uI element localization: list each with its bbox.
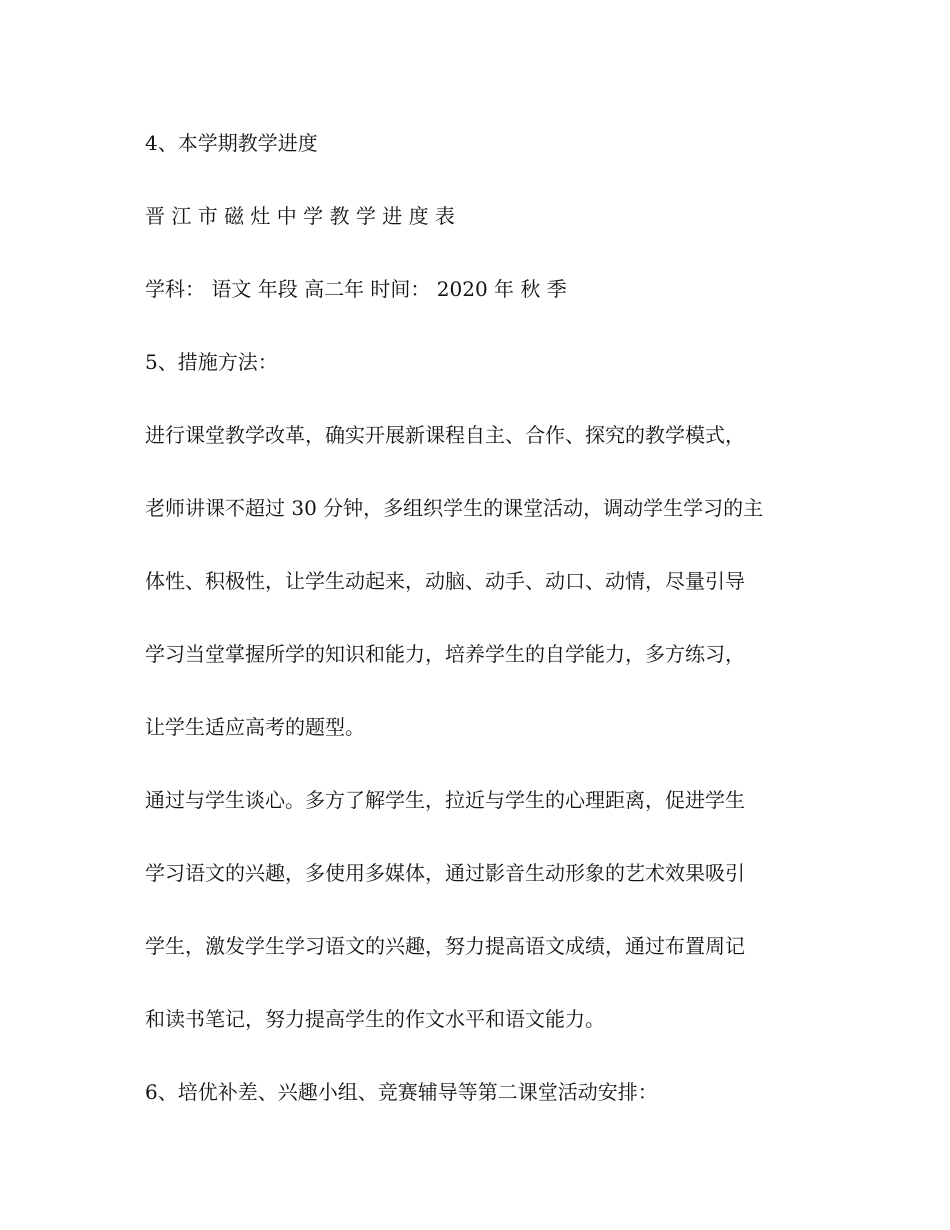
- paragraph-line: 学生，激发学生学习语文的兴趣，努力提高语文成绩，通过布置周记: [145, 934, 745, 958]
- paragraph-line: 学习语文的兴趣，多使用多媒体，通过影音生动形象的艺术效果吸引: [145, 861, 745, 885]
- paragraph-line: 进行课堂教学改革，确实开展新课程自主、合作、探究的教学模式，: [145, 423, 745, 447]
- paragraph-line: 学习当堂掌握所学的知识和能力，培养学生的自学能力，多方练习，: [145, 642, 745, 666]
- subject-info-line: 学科： 语文 年段 高二年 时间： 2020 年 秋 季: [145, 277, 567, 301]
- paragraph-line: 和读书笔记，努力提高学生的作文水平和语文能力。: [145, 1007, 605, 1031]
- section-heading-progress: 4、本学期教学进度: [145, 131, 318, 155]
- paragraph-line: 让学生适应高考的题型。: [145, 715, 365, 739]
- section-heading-activities: 6、培优补差、兴趣小组、竞赛辅导等第二课堂活动安排：: [145, 1080, 658, 1104]
- paragraph-line: 通过与学生谈心。多方了解学生，拉近与学生的心理距离，促进学生: [145, 788, 745, 812]
- school-table-title: 晋 江 市 磁 灶 中 学 教 学 进 度 表: [145, 204, 455, 228]
- paragraph-line: 体性、积极性，让学生动起来，动脑、动手、动口、动情，尽量引导: [145, 569, 745, 593]
- section-heading-measures: 5、措施方法：: [145, 350, 278, 374]
- paragraph-line: 老师讲课不超过 30 分钟，多组织学生的课堂活动，调动学生学习的主: [145, 496, 764, 520]
